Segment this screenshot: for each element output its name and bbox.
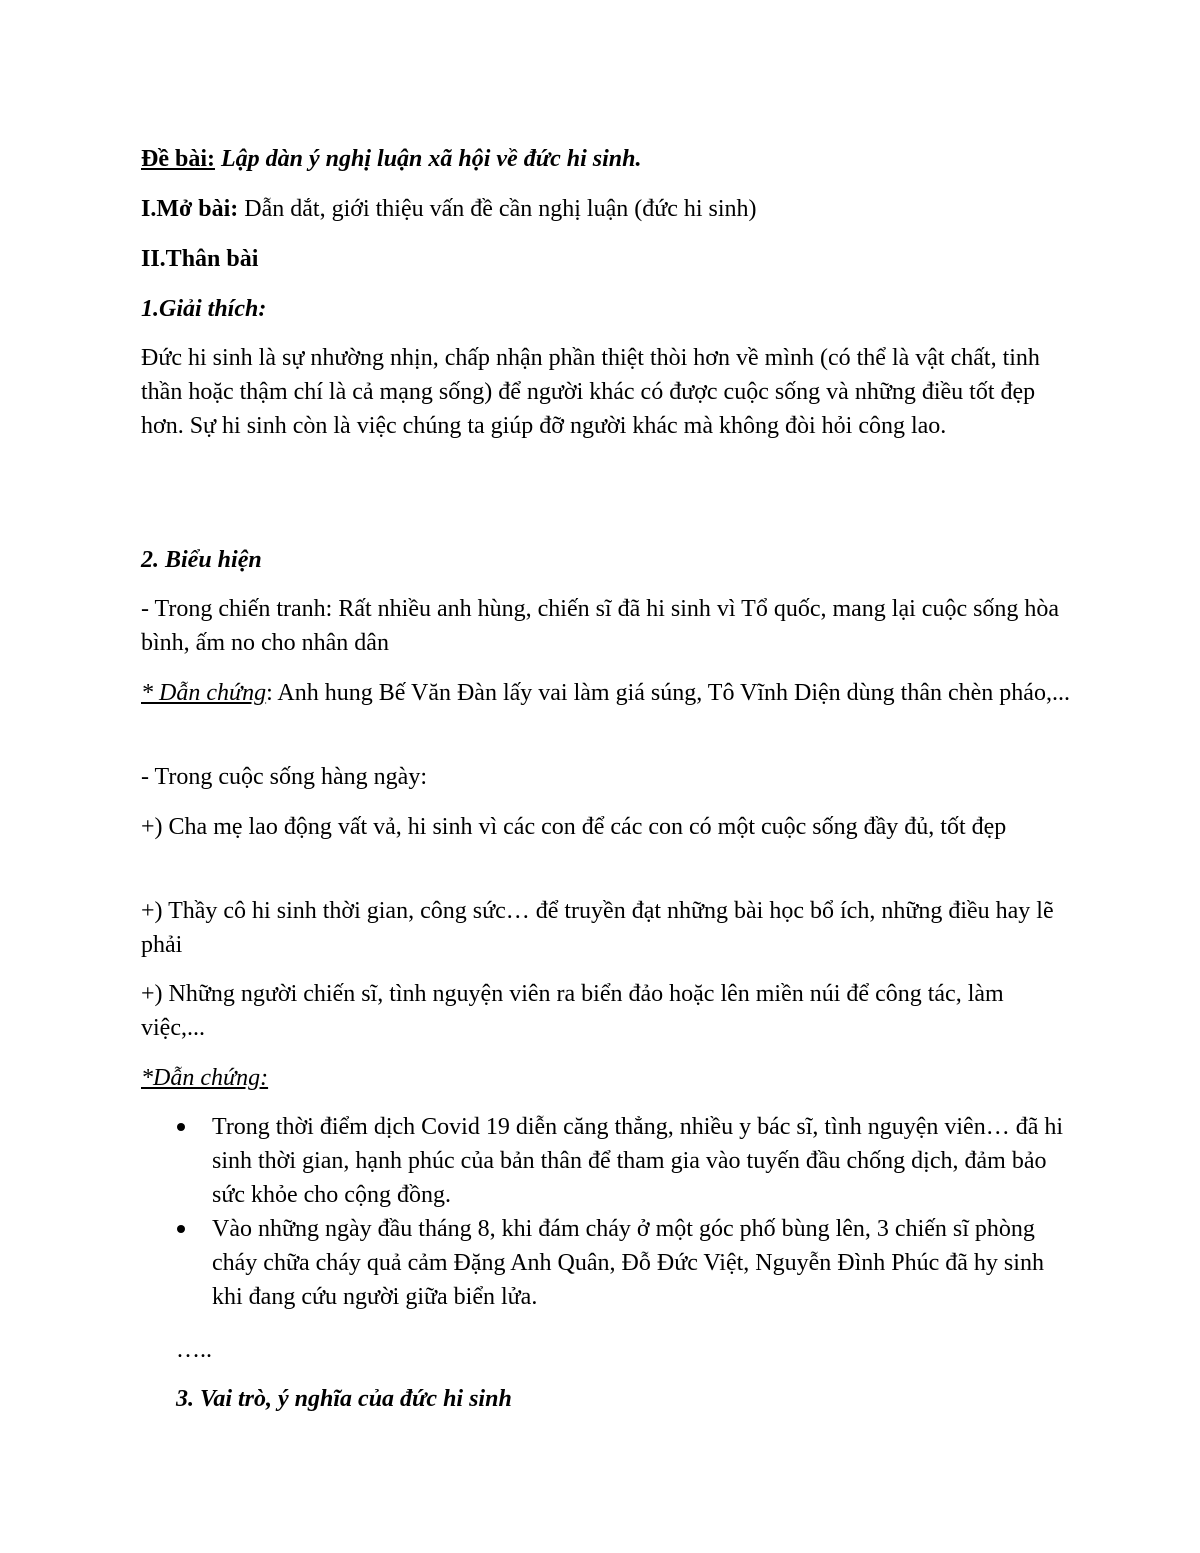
evidence2-label: *Dẫn chứng: [141, 1065, 269, 1091]
evidence1-text: : Anh hung Bế Văn Đàn lấy vai làm giá súng, Tô Vĩnh Diện dùng thân chèn pháo,... [266, 680, 1070, 706]
daily-item: +) Thầy cô hi sinh thời gian, công sức… để truyền đạt những bài học bổ ích, những điều hay lẽ phải [141, 898, 1054, 958]
list-item [141, 1212, 1071, 1314]
intro-text: Dẫn dắt, giới thiệu vấn đề cần nghị luận (đức hi sinh) [238, 196, 757, 222]
body-heading: II.Thân bài [141, 246, 259, 272]
evidence-bullet-list [141, 1110, 1071, 1314]
daily-item: +) Cha mẹ lao động vất vả, hi sinh vì các con để các con có một cuộc sống đầy đủ, tốt đẹp [141, 814, 1007, 840]
section1-heading: 1.Giải thích: [141, 296, 267, 322]
evidence1-paragraph [141, 676, 1071, 710]
daily-item: +) Những người chiến sĩ, tình nguyện viên ra biển đảo hoặc lên miền núi để công tác, làm việc,... [141, 981, 1004, 1041]
bullet-icon [177, 1123, 185, 1131]
bullet-icon [177, 1225, 185, 1233]
section1-paragraph: Đức hi sinh là sự nhường nhịn, chấp nhận phần thiệt thòi hơn về mình (có thể là vật chất, tinh thần hoặc thậm chí là cả mạng sống) để người khác có được cuộc sống và những điều tốt đẹp hơn. Sự hi sinh còn là việc chúng ta giúp đỡ người khác mà không đòi hỏi công lao. [141, 345, 1040, 439]
ellipsis: ….. [176, 1337, 212, 1363]
intro-label: I.Mở bài: [141, 196, 239, 222]
assignment-title [141, 142, 1071, 176]
section2-heading: 2. Biểu hiện [141, 547, 262, 573]
assignment-label: Đề bài: [141, 146, 215, 172]
evidence1-label: * Dẫn chứng [141, 680, 267, 706]
war-paragraph: - Trong chiến tranh: Rất nhiều anh hùng, chiến sĩ đã hi sinh vì Tổ quốc, mang lại cuộc sống hòa bình, ấm no cho nhân dân [141, 596, 1060, 656]
section3-heading: 3. Vai trò, ý nghĩa của đức hi sinh [176, 1386, 512, 1412]
intro-line [141, 192, 1071, 226]
assignment-text: Lập dàn ý nghị luận xã hội về đức hi sinh. [215, 146, 642, 172]
bullet-text: Vào những ngày đầu tháng 8, khi đám cháy ở một góc phố bùng lên, 3 chiến sĩ phòng cháy chữa cháy quả cảm Đặng Anh Quân, Đỗ Đức Việt, Nguyễn Đình Phúc đã hy sinh khi đang cứu người giữa biển lửa. [212, 1216, 1044, 1310]
bullet-text: Trong thời điểm dịch Covid 19 diễn căng thẳng, nhiều y bác sĩ, tình nguyện viên… đã hi sinh thời gian, hạnh phúc của bản thân để tham gia vào tuyến đầu chống dịch, đảm bảo sức khỏe cho cộng đồng. [212, 1114, 1064, 1208]
list-item [141, 1110, 1071, 1212]
daily-life-line: - Trong cuộc sống hàng ngày: [141, 764, 427, 790]
